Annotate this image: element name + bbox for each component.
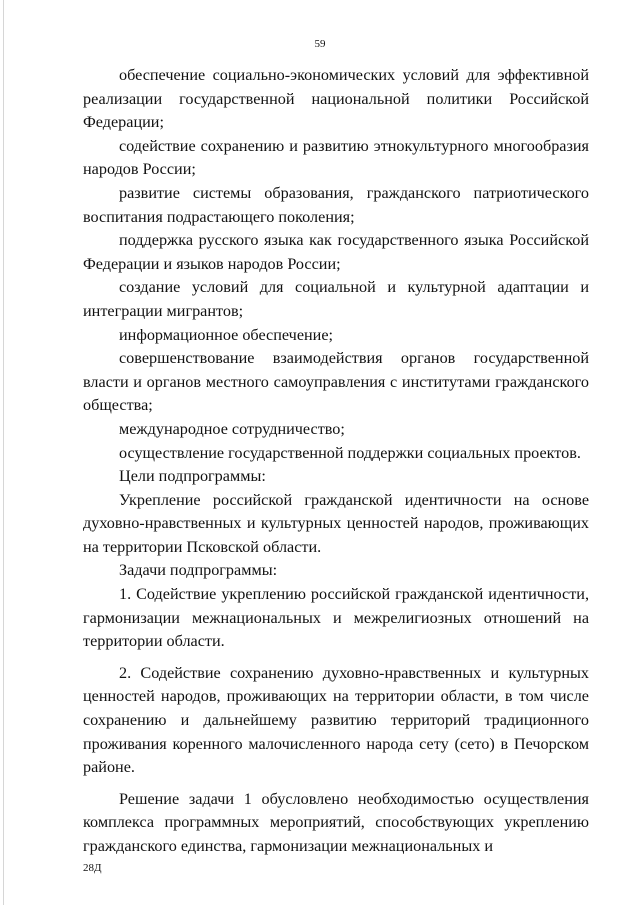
paragraph: международное сотрудничество;: [119, 419, 345, 438]
paragraph: создание условий для социальной и культурной адаптации и интеграции мигрантов;: [83, 278, 589, 320]
scan-edge: [3, 0, 4, 905]
paragraph: Укрепление российской гражданской идентичности на основе духовно-нравственных и культурных ценностей народов, проживающих на территории Псковской области.: [83, 490, 589, 556]
paragraph: развитие системы образования, гражданского патриотического воспитания подрастающего поколения;: [83, 183, 589, 226]
paragraph: поддержка русского языка как государственного языка Российской Федерации и языков народов России;: [83, 231, 589, 273]
paragraph: совершенствование взаимодействия органов государственной власти и органов местного самоуправления с институтами гражданского общества;: [83, 349, 589, 415]
body-text: [83, 64, 589, 859]
section-heading-goals: Цели подпрограммы:: [119, 467, 266, 486]
paragraph: Решение задачи 1 обусловлено необходимостью осуществления комплекса программных мероприятий, способствующих укреплению гражданского единства, гармонизации межнациональных и: [83, 789, 589, 855]
paragraph: содействие сохранению и развитию этнокультурного многообразия народов России;: [83, 136, 589, 179]
footer-code: 28Д: [83, 862, 102, 874]
task-item-1: 1. Содействие укреплению российской гражданской идентичности, гармонизации межнациональных и межрелигиозных отношений на территории области.: [83, 585, 589, 651]
task-item-2: 2. Содействие сохранению духовно-нравственных и культурных ценностей народов, проживающих на территории области, в том числе сохранению и дальнейшему развитию территорий традиционного проживания коренного малочисленного народа сету (сето) в Печорском районе.: [83, 663, 589, 777]
paragraph: осуществление государственной поддержки социальных проектов.: [119, 443, 581, 462]
section-heading-tasks: Задачи подпрограммы:: [119, 561, 278, 580]
paragraph: обеспечение социально-экономических условий для эффективной реализации государственной национальной политики Российской Федерации;: [83, 66, 589, 132]
page-number: 59: [314, 38, 326, 50]
paragraph: информационное обеспечение;: [119, 325, 334, 344]
